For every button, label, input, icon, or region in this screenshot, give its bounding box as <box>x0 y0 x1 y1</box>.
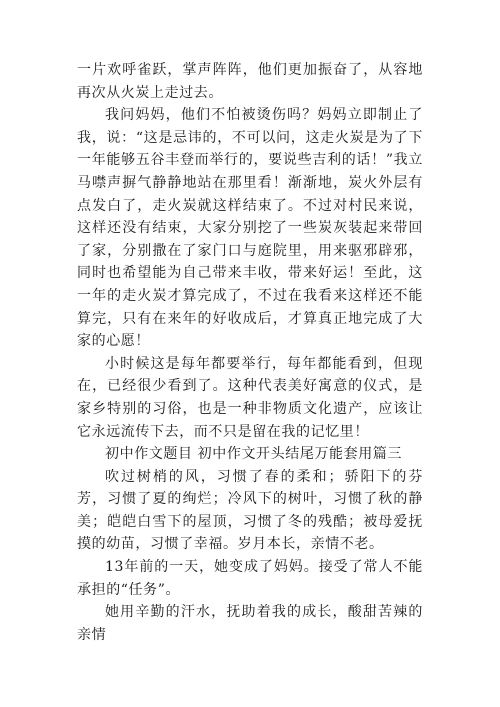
section-heading: 初中作文题目 初中作文开头结尾万能套用篇三 <box>105 446 403 463</box>
paragraph-5: 13年前的一天，她变成了妈妈。接受了常人不能承担的“任务”。 <box>77 559 423 598</box>
paragraph-6: 她用辛勤的汗水，抚助着我的成长，酸甜苦辣的亲情 <box>77 604 423 643</box>
paragraph-2: 我问妈妈，他们不怕被烫伤吗？妈妈立即制止了我，说：“这是忌讳的，不可以问，这走火炭是为了下一年能够五谷丰登而举行的，要说些吉利的话！”我立马噤声摒气静静地站在那里看！渐渐地，炭火外层有点发白了，走火炭就这样结束了。不过对村民来说，这样还没有结束，大家分别挖了一些炭灰装起来带回了家，分别撒在了家门口与庭院里，用来驱邪辟邪，同时也希望能为自己带来丰收，带来好运！至此，这一年的走火炭才算完成了，不过在我看来这样还不能算完，只有在来年的好收成后，才算真正地完成了大家的心愿！ <box>77 107 423 350</box>
paragraph-4: 吹过树梢的风，习惯了春的柔和；骄阳下的芬芳，习惯了夏的绚烂；冷风下的树叶，习惯了秋的静美；皑皑白雪下的屋顶，习惯了冬的残酷；被母爱抚摸的幼苗，习惯了幸福。岁月本长，亲情不老。 <box>77 468 423 553</box>
paragraph-1: 一片欢呼雀跃，掌声阵阵，他们更加振奋了，从容地再次从火炭上走过去。 <box>77 62 423 101</box>
document-page <box>77 59 423 646</box>
paragraph-3: 小时候这是每年都要举行，每年都能看到，但现在，已经很少看到了。这种代表美好寓意的仪式，是家乡特别的习俗，也是一种非物质文化遗产，应该让它永远流传下去，而不只是留在我的记忆里！ <box>77 355 423 440</box>
